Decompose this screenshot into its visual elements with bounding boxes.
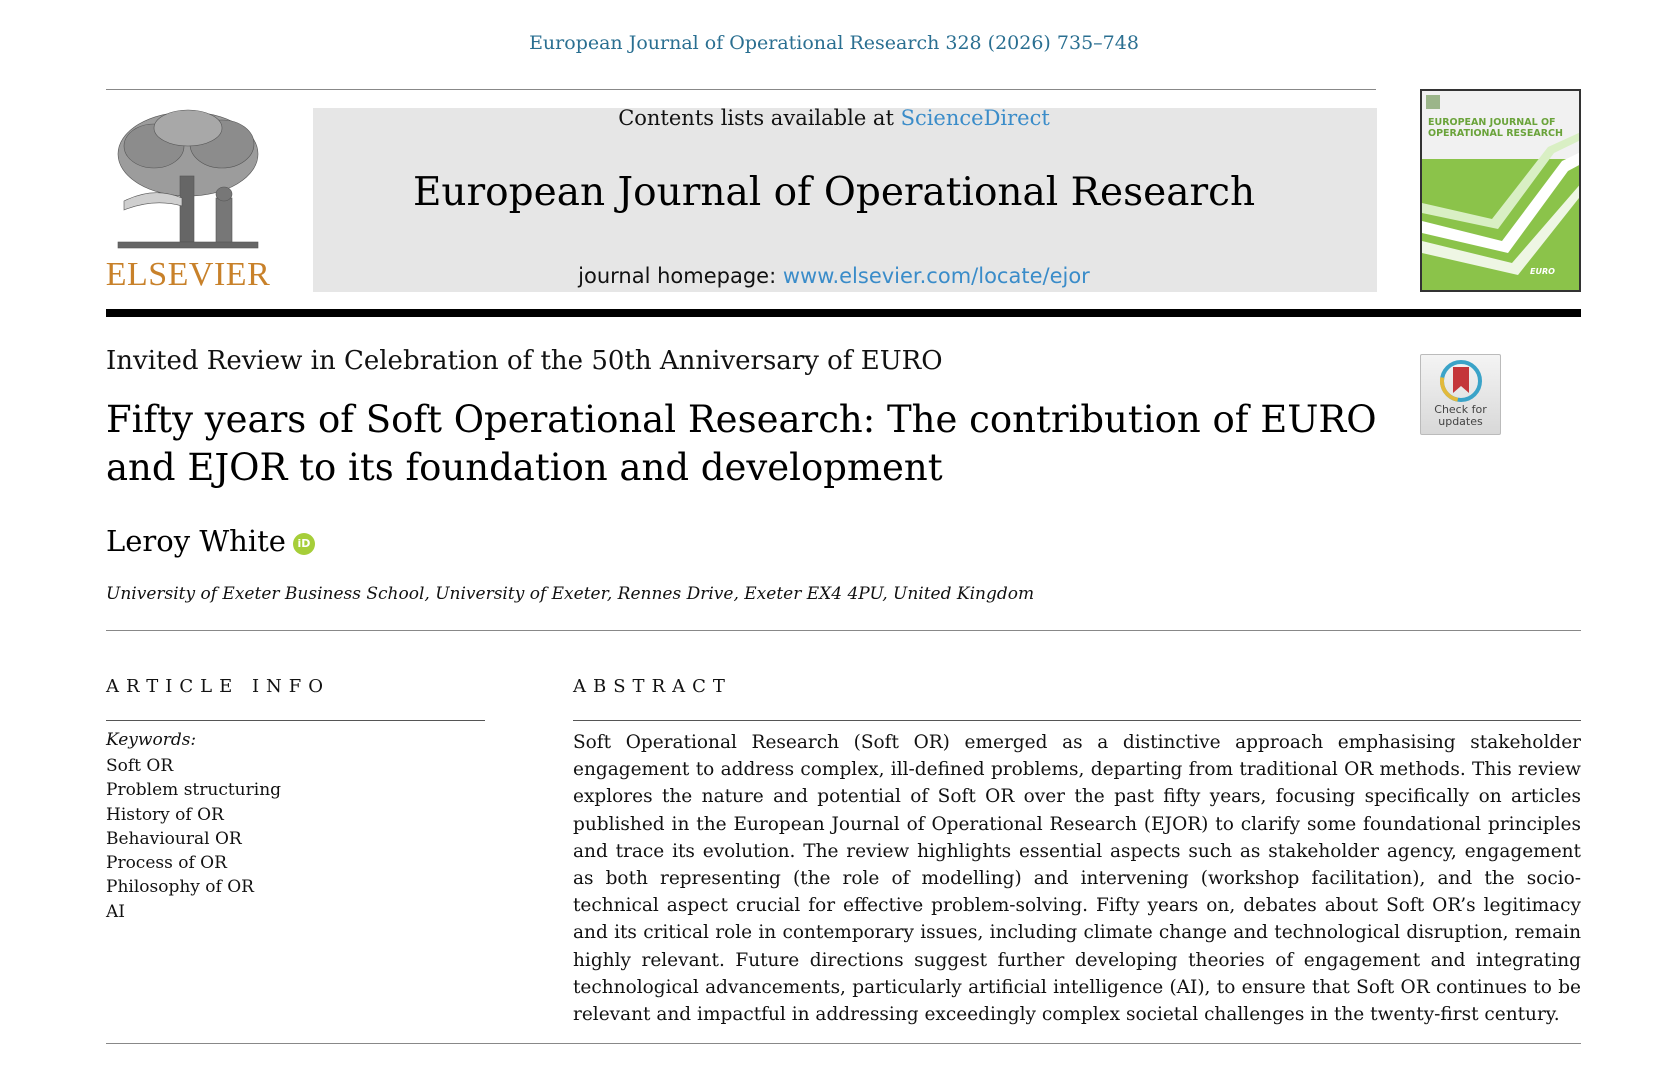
article-info-heading: ARTICLE INFO [106,676,331,697]
bottom-rule [106,1043,1581,1044]
keyword-item: Soft OR [106,756,174,776]
contents-prefix: Contents lists available at [618,106,901,130]
keyword-item: AI [106,901,125,922]
check-updates-label [1421,404,1500,428]
keywords-label: Keywords: [106,730,197,750]
orcid-icon[interactable]: iD [293,533,315,555]
abstract-rule [573,720,1581,721]
keyword-item: History of OR [106,804,224,825]
cover-title-line1: EUROPEAN JOURNAL OF [1428,117,1556,128]
journal-cover-thumbnail[interactable] [1420,89,1581,292]
keyword-item: Problem structuring [106,780,282,801]
abstract-body: Soft Operational Research (Soft OR) emerged as a distinctive approach emphasising stakeholder engagement to address complex, ill-defined problems, departing from traditional OR methods. This review explores the nature and potential of Soft OR over the past fifty years, focusing specifically on articles published in the European Journal of Operational Research (EJOR) to clarify some foundational principles and trace its evolution. The review highlights essential aspects such as stakeholder agency, engagement as both representing (the role of modelling) and intervening (workshop facilitation), and the socio-technical aspect crucial for effective problem-solving. Fifty years on, debates about Soft OR’s legitimacy and its critical role in contemporary issues, including climate change and technological disruption, remain highly relevant. Future directions suggest further developing theories of engagement and integrating technological advancements, particularly artificial intelligence (AI), to ensure that Soft OR continues to be relevant and impactful in addressing exceedingly complex societal challenges in the twenty-first century. [573,732,1581,1026]
keyword-item: Behavioural OR [106,828,242,849]
check-updates-line1: Check for [1434,403,1487,416]
journal-citation[interactable]: European Journal of Operational Research 328 (2026) 735–748 [529,32,1139,54]
keyword-item: Process of OR [106,853,227,874]
abstract-heading: ABSTRACT [573,676,732,697]
article-info-rule [106,720,485,721]
section-divider [106,630,1581,631]
homepage-link[interactable]: www.elsevier.com/locate/ejor [782,264,1090,288]
keyword-item: Philosophy of OR [106,877,254,898]
article-title: Fifty years of Soft Operational Research: The contribution of EURO and EJOR to its foundation and development [106,398,1377,489]
cover-euro-brand: EURO [1530,267,1555,276]
elsevier-wordmark: ELSEVIER [105,256,271,293]
author-name[interactable]: Leroy White [106,524,286,558]
header-thick-rule [106,309,1581,317]
homepage-line [0,264,1668,288]
check-for-updates-button[interactable] [1420,354,1501,435]
check-updates-icon [1439,359,1483,403]
article-section-label: Invited Review in Celebration of the 50th Anniversary of EURO [106,346,943,376]
author-line [106,524,315,558]
check-updates-line2: updates [1438,415,1483,428]
homepage-prefix: journal homepage: [578,264,783,288]
cover-title [1428,117,1576,139]
sciencedirect-link[interactable]: ScienceDirect [900,106,1050,130]
contents-line [0,106,1668,130]
header-top-rule [106,89,1376,90]
cover-title-line2: OPERATIONAL RESEARCH [1428,128,1563,139]
journal-title: European Journal of Operational Research [412,170,1256,215]
keywords-list [106,754,281,924]
author-affiliation: University of Exeter Business School, University of Exeter, Rennes Drive, Exeter EX4 4PU, United Kingdom [106,584,1035,604]
